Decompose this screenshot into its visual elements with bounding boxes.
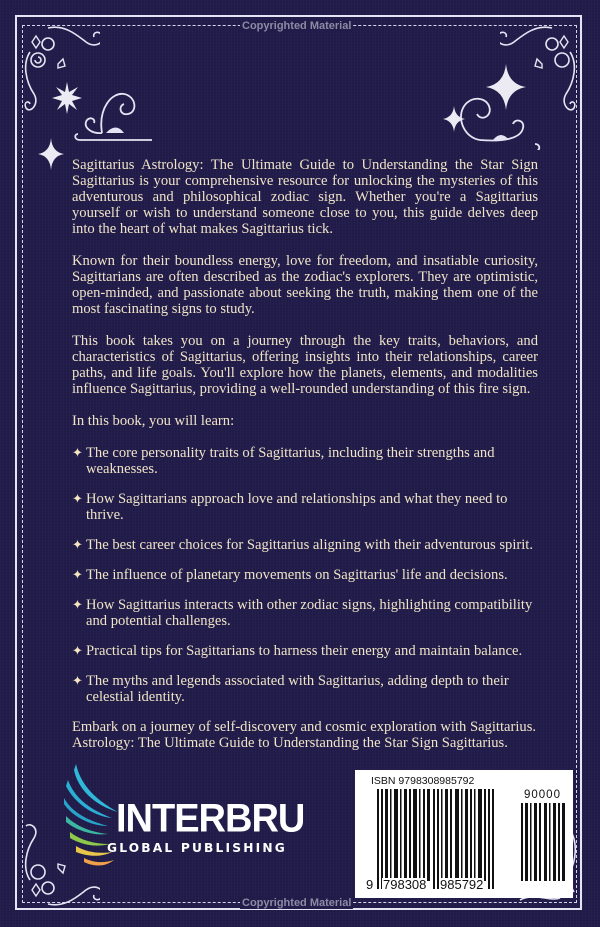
barcode-digit-prefix: 9 — [366, 877, 374, 892]
barcode-bars-icon — [377, 789, 494, 892]
description-body — [72, 157, 538, 767]
journey-paragraph: This book takes you on a journey through the key traits, behaviors, and characteristics of Sagittarius, offering insights into their relationships, career paths, and life goals. You'll explore how the planets, elements, and modalities influence Sagittarius, providing a well-rounded understanding of this fire sign. — [72, 333, 538, 397]
list-item: ✦ Practical tips for Sagittarians to harness their energy and maintain balance. — [72, 643, 523, 659]
intro-paragraph: Sagittarius Astrology: The Ultimate Guide to Understanding the Star Sign Sagittarius is your comprehensive resource for unlocking the mysteries of this adventurous and philosophical zodiac sign. Whether you're a Sagittarius yourself or wish to understand someone close to you, this guide delves deep into the heart of what makes Sagittarius tick. — [72, 157, 538, 237]
list-intro: In this book, you will learn: — [72, 413, 235, 429]
learning-points-list — [72, 445, 538, 705]
sparkle-bullet-icon: ✦ — [72, 673, 83, 688]
traits-paragraph: Known for their boundless energy, love for freedom, and insatiable curiosity, Sagittarians are often described as the zodiac's explorers. They are optimistic, open-minded, and passionate about seeking the truth, making them one of the most fascinating signs to study. — [72, 253, 538, 317]
sparkle-bullet-icon: ✦ — [72, 643, 83, 658]
closing-paragraph: Embark on a journey of self-discovery and cosmic exploration with Sagittarius. Astrology: The Ultimate Guide to Understanding the Star Sign Sagittarius. — [72, 719, 537, 751]
sparkle-bullet-icon: ✦ — [72, 567, 83, 582]
list-item: ✦ How Sagittarius interacts with other zodiac signs, highlighting compatibility and potential challenges. — [72, 597, 533, 629]
sparkle-bullet-icon: ✦ — [72, 491, 83, 506]
sparkle-bullet-icon: ✦ — [72, 537, 83, 552]
price-code: 90000 — [524, 789, 561, 801]
four-point-star-icon — [486, 64, 526, 110]
copyright-watermark-top: Copyrighted Material — [242, 20, 352, 32]
four-point-star-icon — [38, 138, 64, 170]
barcode-digit-group-2: 985792 — [440, 877, 484, 892]
barcode-digit-group-1: 798308 — [383, 877, 427, 892]
list-item: ✦ The influence of planetary movements on Sagittarius' life and decisions. — [72, 567, 508, 583]
publisher-wing-logo-icon — [62, 762, 122, 872]
copyright-watermark-bottom: Copyrighted Material — [242, 897, 352, 909]
list-item: ✦ The core personality traits of Sagittarius, including their strengths and weaknesses. — [72, 445, 495, 477]
four-point-star-icon — [443, 106, 465, 132]
sparkle-bullet-icon: ✦ — [72, 597, 83, 612]
addon-barcode-bars-icon — [521, 803, 565, 881]
list-item: ✦ The best career choices for Sagittarius aligning with their adventurous spirit. — [72, 537, 534, 553]
sparkle-bullet-icon: ✦ — [72, 445, 83, 460]
list-item: ✦ How Sagittarians approach love and relationships and what they need to thrive. — [72, 491, 508, 523]
publisher-tagline: GLOBAL PUBLISHING — [107, 841, 287, 855]
publisher-name: INTERBRU — [116, 796, 305, 842]
list-item: ✦ The myths and legends associated with Sagittarius, adding depth to their celestial identity. — [72, 673, 509, 705]
swirl-flourish-icon — [62, 88, 152, 148]
isbn-label: ISBN 9798308985792 — [371, 775, 475, 787]
isbn-barcode — [355, 770, 573, 898]
